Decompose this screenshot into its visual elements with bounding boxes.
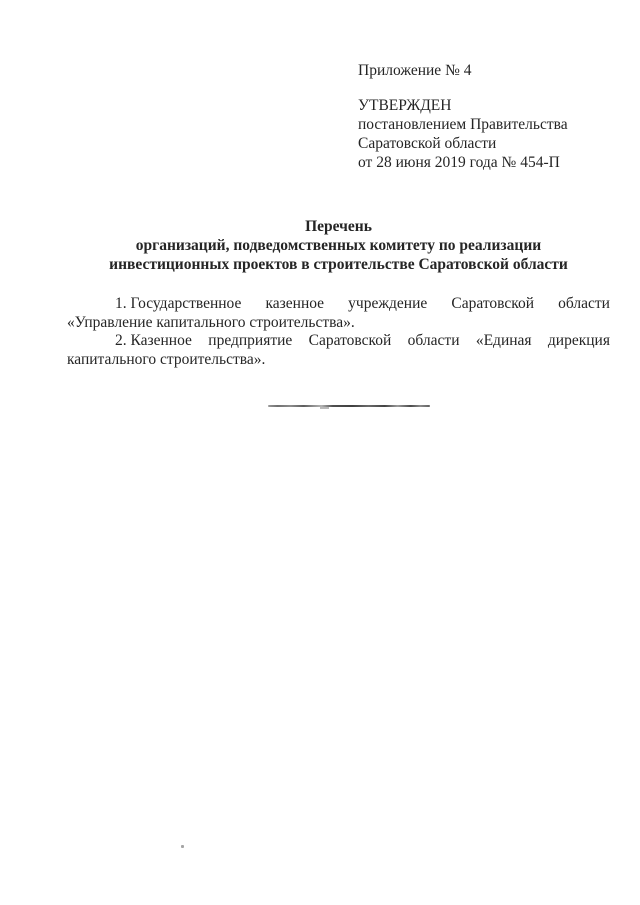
approval-line: Саратовской области	[358, 135, 497, 152]
paragraph-word: предприятие	[208, 332, 293, 349]
paragraph-line: капитального строительства».	[67, 350, 266, 368]
paragraph-line: «Управление капитального строительства».	[67, 313, 355, 331]
paragraph-word: Саратовской	[308, 332, 392, 349]
approval-line: УТВЕРЖДЕН	[358, 97, 452, 114]
paragraph-line	[67, 332, 610, 351]
divider-ink-blot	[320, 407, 329, 409]
scan-speck	[181, 845, 184, 848]
paragraph-word: дирекция	[547, 332, 610, 349]
paragraph-word: «Единая	[475, 332, 532, 349]
document-title	[67, 217, 610, 274]
approval-line: постановлением Правительства	[358, 116, 568, 133]
approval-line: от 28 июня 2019 года № 454-П	[358, 154, 560, 171]
paragraph-word: области	[407, 332, 460, 349]
paragraph-word: области	[558, 295, 610, 312]
paragraph-word: Саратовской	[451, 295, 535, 312]
paragraph-word: учреждение	[348, 295, 428, 312]
signature-divider-line	[268, 405, 430, 407]
title-line: Перечень	[305, 218, 372, 235]
paragraph-word: казенное	[265, 295, 325, 312]
approval-block	[358, 96, 568, 172]
paragraph-word: 2. Казенное	[115, 332, 192, 349]
document-body	[67, 295, 610, 369]
title-line: организаций, подведомственных комитету по реализации	[135, 237, 542, 254]
paragraph-line	[67, 295, 610, 314]
paragraph-word: 1. Государственное	[115, 295, 242, 312]
title-line: инвестиционных проектов в строительстве Саратовской области	[109, 256, 568, 273]
annex-label: Приложение № 4	[358, 62, 472, 79]
